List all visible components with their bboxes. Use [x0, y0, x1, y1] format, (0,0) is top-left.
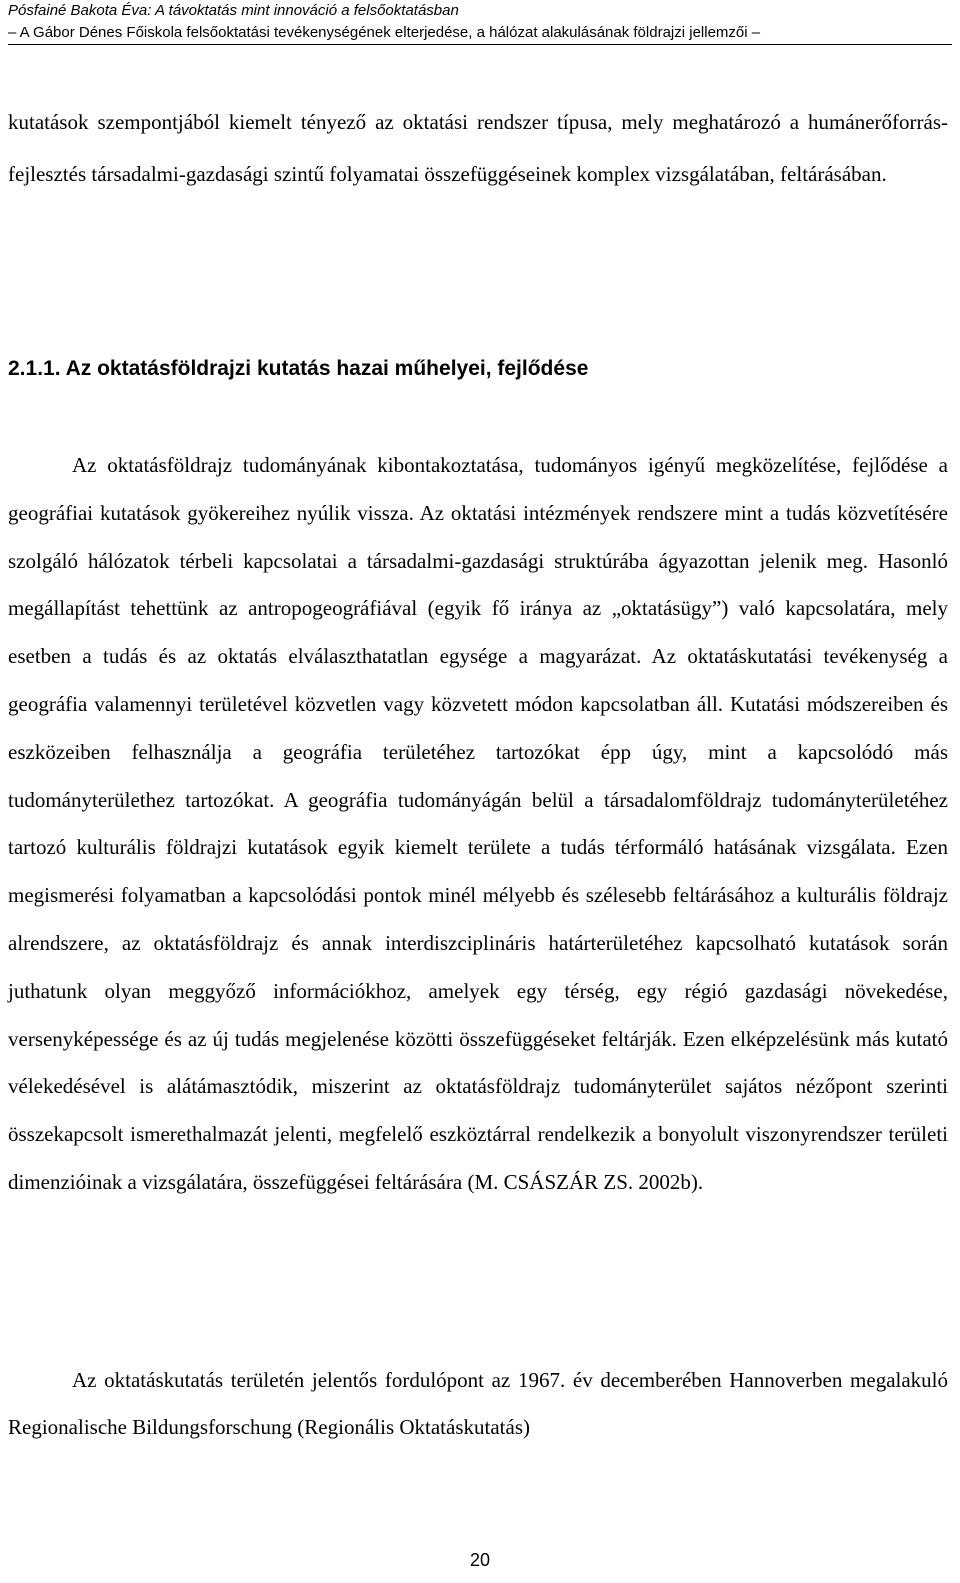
page-number: 20 [469, 1550, 491, 1570]
header-title: Pósfainé Bakota Éva: A távoktatás mint innováció a felsőoktatásban [8, 2, 459, 19]
section-heading: 2.1.1. Az oktatásföldrajzi kutatás hazai műhelyei, fejlődése [8, 357, 589, 380]
header-subtitle: – A Gábor Dénes Főiskola felsőoktatási tevékenységének elterjedése, a hálózat alakulásának földrajzi jellemzői – [8, 24, 761, 41]
body-paragraph-3: Az oktatáskutatás területén jelentős fordulópont az 1967. év decemberében Hannoverben megalakuló Regionalische Bildungsforschung (Regionális Oktatáskutatás) [8, 1368, 948, 1439]
header-divider [8, 44, 952, 45]
body-paragraph-2: Az oktatásföldrajz tudományának kibontakoztatása, tudományos igényű megközelítése, fejlődése a geográfiai kutatások gyökereihez nyúlik vissza. Az oktatási intézmények rendszere mint a tudás közvetítésére szolgáló hálózatok térbeli kapcsolatai a társadalmi-gazdasági struktúrába ágyazottan jelenik meg. Hasonló megállapítást tehettünk az antropogeográfiával (egyik fő iránya az „oktatásügy”) való kapcsolatára, mely esetben a tudás és az oktatás elválaszthatatlan egysége a magyarázat. Az oktatáskutatási tevékenység a geográfia valamennyi területével közvetlen vagy közvetett módon kapcsolatban áll. Kutatási módszereiben és eszközeiben felhasználja a geográfia területéhez tartozókat épp úgy, mint a kapcsolódó más tudományterülethez tartozókat. A geográfia tudományágán belül a társadalomföldrajz tudományterületéhez tartozó kulturális földrajzi kutatások egyik kiemelt területe a tudás térformáló hatásának vizsgálata. Ezen megismerési folyamatban a kapcsolódási pontok minél mélyebb és szélesebb feltárásához a kulturális földrajz alrendszere, az oktatásföldrajz és annak interdiszciplináris határterületéhez kapcsolható kutatások során juthatunk olyan meggyőző információkhoz, amelyek egy térség, egy régió gazdasági növekedése, versenyképessége és az új tudás megjelenése közötti összefüggéseket feltárják. Ezen elképzelésünk más kutató vélekedésével is alátámasztódik, miszerint az oktatásföldrajz tudományterület sajátos nézőpont szerinti összekapcsolt ismerethalmazát jelenti, megfelelő eszköztárral rendelkezik a bonyolult viszonyrendszer területi dimenzióinak a vizsgálatára, összefüggései feltárására (M. CSÁSZÁR ZS. 2002b). [8, 453, 948, 1194]
body-paragraph-1: kutatások szempontjából kiemelt tényező az oktatási rendszer típusa, mely meghatározó a humánerőforrás-fejlesztés társadalmi-gazdasági szintű folyamatai összefüggéseinek komplex vizsgálatában, feltárásában. [8, 110, 948, 186]
running-header [8, 0, 952, 45]
